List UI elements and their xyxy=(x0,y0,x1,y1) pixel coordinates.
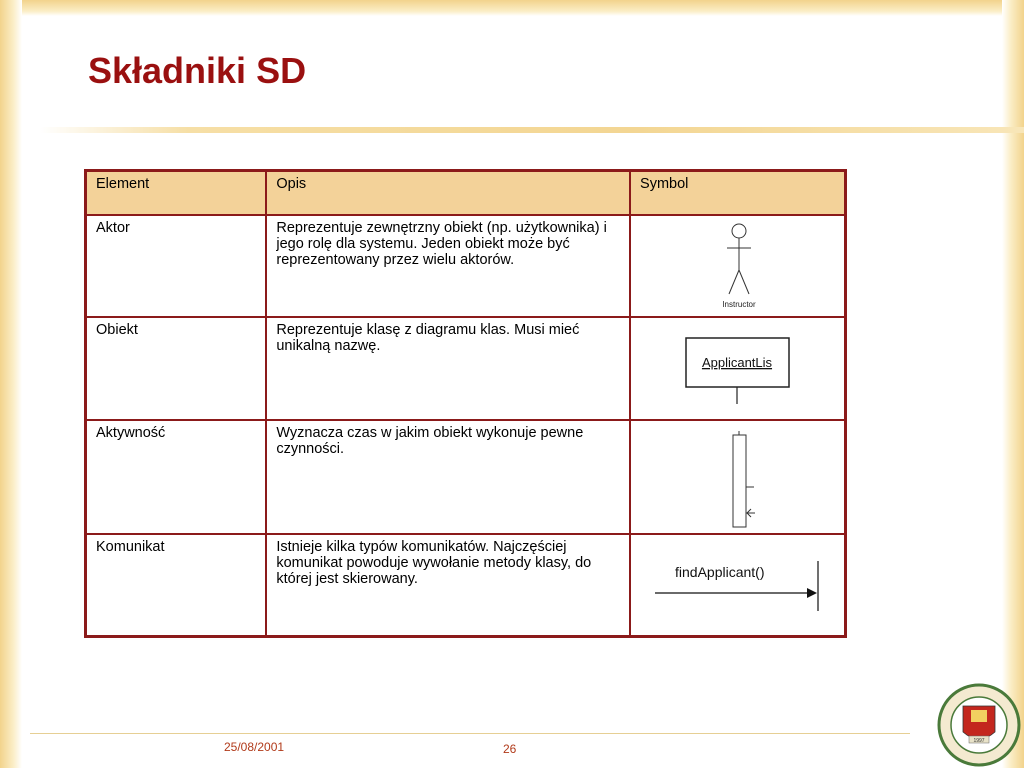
description-cell: Wyznacza czas w jakim obiekt wykonuje pewne czynności. xyxy=(266,420,630,534)
description-cell: Reprezentuje zewnętrzny obiekt (np. użytkownika) i jego rolę dla systemu. Jeden obiekt może być reprezentowany przez wielu aktorów. xyxy=(266,215,630,317)
message-label: findApplicant() xyxy=(675,564,765,580)
header-element: Element xyxy=(86,171,267,216)
symbol-cell xyxy=(630,534,845,637)
object-name-label: ApplicantLis xyxy=(701,355,773,370)
symbol-cell xyxy=(630,215,845,317)
page-number: 26 xyxy=(503,742,517,756)
title-underline xyxy=(40,127,1024,133)
symbol-cell xyxy=(630,317,845,420)
element-cell: Aktor xyxy=(86,215,267,317)
header-description: Opis xyxy=(266,171,630,216)
element-cell: Obiekt xyxy=(86,317,267,420)
table-header-row xyxy=(86,171,846,216)
header-symbol: Symbol xyxy=(630,171,845,216)
actor-label: Instructor xyxy=(722,300,756,309)
description-cell: Istnieje kilka typów komunikatów. Najczęściej komunikat powoduje wywołanie metody klasy, do której jest skierowany. xyxy=(266,534,630,637)
activation-bar-icon xyxy=(631,421,841,531)
message-arrow-icon xyxy=(631,535,841,635)
table-row xyxy=(86,534,846,637)
description-cell: Reprezentuje klasę z diagramu klas. Musi mieć unikalną nazwę. xyxy=(266,317,630,420)
sd-components-table xyxy=(84,169,847,638)
table-row xyxy=(86,317,846,420)
symbol-cell xyxy=(630,420,845,534)
left-decor-band xyxy=(0,0,22,768)
object-box-icon xyxy=(631,318,841,418)
right-decor-band xyxy=(1002,0,1024,768)
seal-year: 1997 xyxy=(973,738,985,744)
table-row xyxy=(86,215,846,317)
actor-icon xyxy=(631,216,841,316)
element-cell: Aktywność xyxy=(86,420,267,534)
element-cell: Komunikat xyxy=(86,534,267,637)
footer-divider xyxy=(30,733,910,734)
footer-date: 25/08/2001 xyxy=(224,740,285,754)
top-decor-band xyxy=(0,0,1024,16)
school-seal-logo xyxy=(933,680,1023,768)
slide-title: Składniki SD xyxy=(88,50,307,91)
table-row xyxy=(86,420,846,534)
